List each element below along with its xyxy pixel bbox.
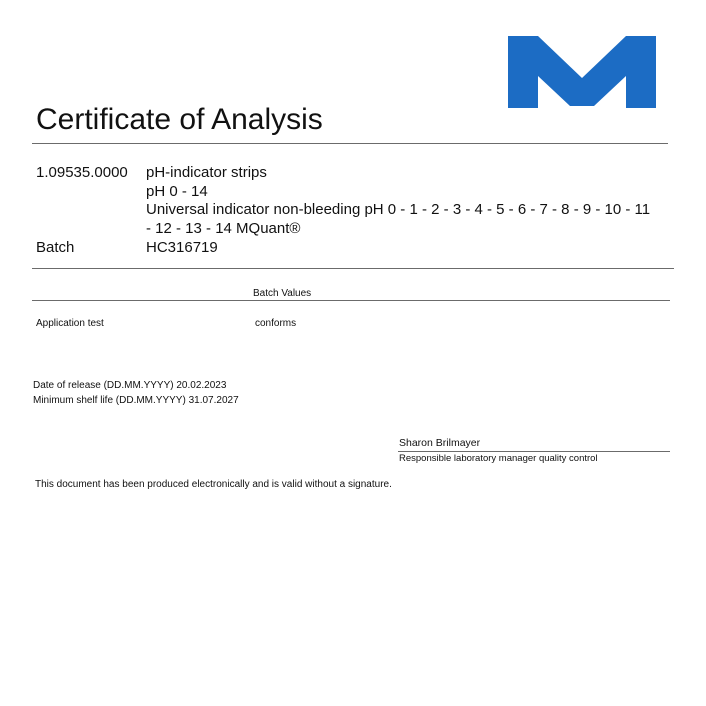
product-name: pH-indicator strips: [146, 164, 267, 181]
product-range: pH 0 - 14: [146, 182, 208, 200]
product-detail-continued: - 12 - 13 - 14 MQuant®: [146, 219, 301, 237]
merck-m-logo: [508, 36, 656, 108]
test-result: conforms: [255, 318, 297, 329]
values-header-divider: [32, 300, 670, 301]
batch-label: Batch: [36, 239, 75, 256]
signatory-role: Responsible laboratory manager quality control: [399, 453, 598, 464]
product-code: 1.09535.0000: [36, 164, 128, 181]
logo-shape: [508, 36, 656, 108]
test-name: Application test: [36, 318, 104, 329]
batch-divider: [32, 268, 674, 269]
signatory-name: Sharon Brilmayer: [399, 437, 481, 449]
batch-values-header: Batch Values: [253, 288, 312, 299]
document-title: Certificate of Analysis: [36, 103, 323, 136]
release-date: Date of release (DD.MM.YYYY) 20.02.2023: [33, 380, 227, 391]
title-divider: [32, 143, 668, 144]
product-detail: Universal indicator non-bleeding pH 0 - 1 - 2 - 3 - 4 - 5 - 6 - 7 - 8 - 9 - 10 - 11: [146, 201, 651, 218]
product-description: [146, 164, 676, 238]
batch-number: HC316719: [146, 239, 218, 256]
electronic-validity-note: This document has been produced electronically and is valid without a signature.: [35, 479, 392, 490]
shelf-life-date: Minimum shelf life (DD.MM.YYYY) 31.07.2027: [33, 395, 239, 406]
